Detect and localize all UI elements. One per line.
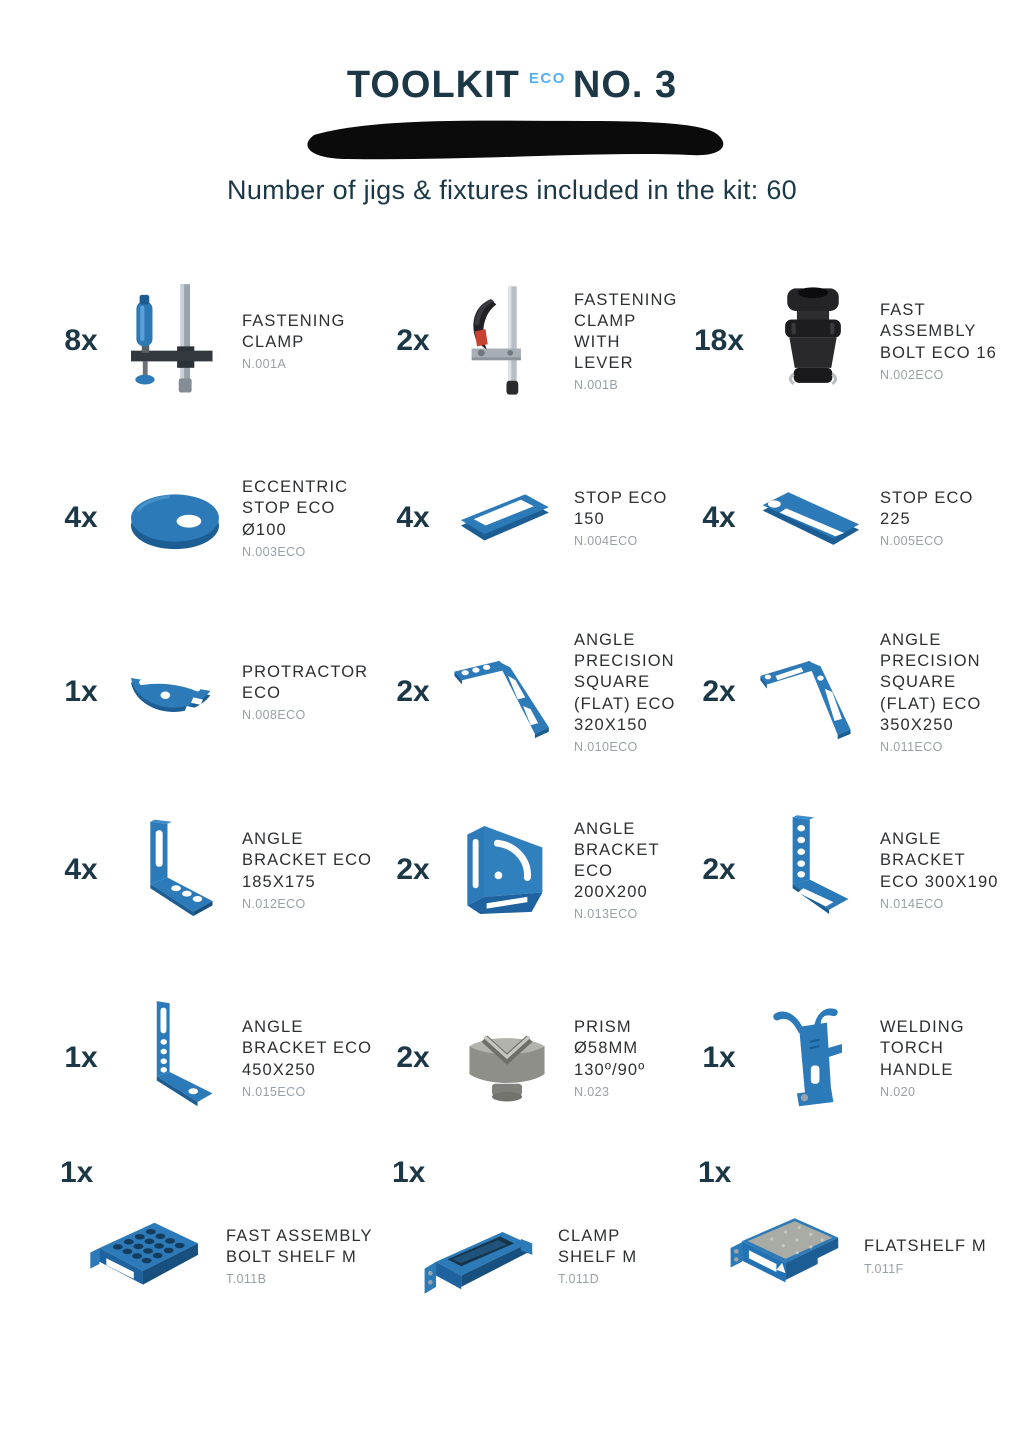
item-code: N.001A [242, 357, 287, 372]
title-number: NO. 3 [572, 64, 678, 106]
prism-icon [448, 997, 566, 1119]
item-code: N.003ECO [242, 544, 306, 559]
item-code: N.020 [880, 1084, 916, 1099]
item-code: N.004ECO [574, 534, 638, 549]
item-info [880, 488, 1002, 548]
item-name: FLATSHELF M [864, 1237, 987, 1256]
kit-item [682, 604, 1002, 780]
item-info [880, 300, 1002, 381]
item-name: ANGLE BRACKET ECO 185X175 [242, 830, 373, 891]
item-quantity: 2x [396, 1041, 430, 1074]
stop-150-icon [448, 457, 566, 579]
kit-item [682, 1156, 1002, 1356]
angle-bracket-200-icon [448, 809, 566, 931]
item-code: N.023 [574, 1084, 610, 1099]
item-name: ANGLE BRACKET ECO 300X190 [880, 830, 999, 891]
fast-assembly-bolt-icon [754, 280, 872, 402]
item-info [880, 829, 1002, 910]
angle-bracket-185-icon [116, 809, 234, 931]
flatshelf-icon [722, 1193, 856, 1319]
item-quantity: 1x [698, 1156, 732, 1189]
item-quantity: 4x [396, 501, 430, 534]
item-info [864, 1236, 987, 1275]
eccentric-stop-icon [116, 457, 234, 579]
item-quantity: 2x [396, 853, 430, 886]
item-name: ANGLE PRECISION SQUARE (FLAT) ECO 320X150 [574, 631, 676, 734]
kit-item [682, 432, 1002, 604]
item-quantity: 8x [64, 324, 98, 357]
kit-item [44, 1156, 376, 1356]
redaction-area [0, 111, 1024, 167]
item-name: STOP ECO 225 [880, 488, 974, 528]
item-quantity: 2x [396, 324, 430, 357]
kit-item [376, 960, 682, 1156]
item-code: N.013ECO [574, 907, 638, 922]
title-eco-superscript: ECO [528, 70, 566, 88]
kit-item [44, 250, 376, 432]
item-name: STOP ECO 150 [574, 488, 668, 528]
stop-225-icon [754, 457, 872, 579]
redaction-scribble-icon [286, 111, 738, 167]
item-quantity: 2x [396, 675, 430, 708]
item-code: N.012ECO [242, 896, 306, 911]
item-quantity: 2x [702, 675, 736, 708]
fastening-clamp-icon [116, 280, 234, 402]
welding-torch-handle-icon [754, 997, 872, 1119]
item-quantity: 18x [693, 324, 745, 357]
item-quantity: 4x [64, 501, 98, 534]
item-code: N.008ECO [242, 708, 306, 723]
item-info [574, 819, 682, 921]
kit-item [682, 960, 1002, 1156]
item-code: N.001B [574, 378, 619, 393]
item-code: N.002ECO [880, 367, 944, 382]
item-name: CLAMP SHELF M [558, 1226, 638, 1266]
protractor-icon [116, 631, 234, 753]
item-name: FAST ASSEMBLY BOLT ECO 16 [880, 301, 997, 362]
angle-bracket-450-icon [116, 997, 234, 1119]
item-quantity: 4x [702, 501, 736, 534]
item-info [242, 662, 376, 722]
item-quantity: 1x [702, 1041, 736, 1074]
item-info [880, 630, 1002, 754]
item-quantity: 1x [64, 675, 98, 708]
angle-bracket-300-icon [754, 809, 872, 931]
item-code: T.011D [558, 1272, 600, 1287]
item-quantity: 1x [64, 1041, 98, 1074]
kit-item [682, 250, 1002, 432]
item-name: ANGLE BRACKET ECO 200X200 [574, 819, 660, 902]
clamp-shelf-icon [416, 1193, 550, 1319]
angle-square-350-icon [754, 631, 872, 753]
items-grid [44, 250, 1004, 1356]
item-info [574, 630, 682, 754]
item-name: ECCENTRIC STOP ECO Ø100 [242, 478, 349, 539]
item-name: PROTRACTOR ECO [242, 662, 369, 702]
item-code: T.011B [226, 1272, 267, 1287]
item-info [574, 488, 682, 548]
item-quantity: 2x [702, 853, 736, 886]
item-code: N.014ECO [880, 896, 944, 911]
item-quantity: 4x [64, 853, 98, 886]
kit-item [376, 1156, 682, 1356]
item-code: N.015ECO [242, 1084, 306, 1099]
item-info [242, 1017, 376, 1098]
item-name: ANGLE PRECISION SQUARE (FLAT) ECO 350X250 [880, 631, 982, 734]
kit-item [682, 780, 1002, 960]
shelf-bolt-icon [84, 1193, 218, 1319]
kit-item [376, 432, 682, 604]
kit-count-subtitle: Number of jigs & fixtures included in the kit: 60 [227, 175, 797, 205]
item-info [242, 829, 376, 910]
kit-item [44, 604, 376, 780]
item-quantity: 1x [392, 1156, 426, 1189]
item-info [558, 1226, 682, 1286]
page-title [0, 0, 1024, 107]
kit-item [376, 780, 682, 960]
title-main: TOOLKIT [346, 64, 520, 106]
item-info [242, 311, 376, 371]
item-name: ANGLE BRACKET ECO 450X250 [242, 1018, 373, 1079]
item-code: N.005ECO [880, 534, 944, 549]
kit-item [44, 432, 376, 604]
kit-item [44, 960, 376, 1156]
item-code: T.011F [864, 1261, 904, 1276]
item-quantity: 1x [60, 1156, 94, 1189]
item-info [242, 477, 376, 558]
kit-item [376, 604, 682, 780]
item-info [880, 1017, 1002, 1098]
kit-item [376, 250, 682, 432]
item-name: FASTENING CLAMP WITH LEVER [574, 290, 678, 373]
kit-item [44, 780, 376, 960]
item-name: WELDING TORCH HANDLE [880, 1018, 965, 1079]
item-info [226, 1226, 376, 1286]
item-name: FASTENING CLAMP [242, 311, 346, 351]
fastening-clamp-lever-icon [448, 280, 566, 402]
item-code: N.010ECO [574, 739, 638, 754]
angle-square-320-icon [448, 631, 566, 753]
item-name: PRISM Ø58MM 130º/90º [574, 1018, 646, 1079]
item-name: FAST ASSEMBLY BOLT SHELF M [226, 1226, 373, 1266]
item-code: N.011ECO [880, 739, 943, 754]
item-info [574, 1017, 682, 1098]
item-info [574, 290, 682, 392]
